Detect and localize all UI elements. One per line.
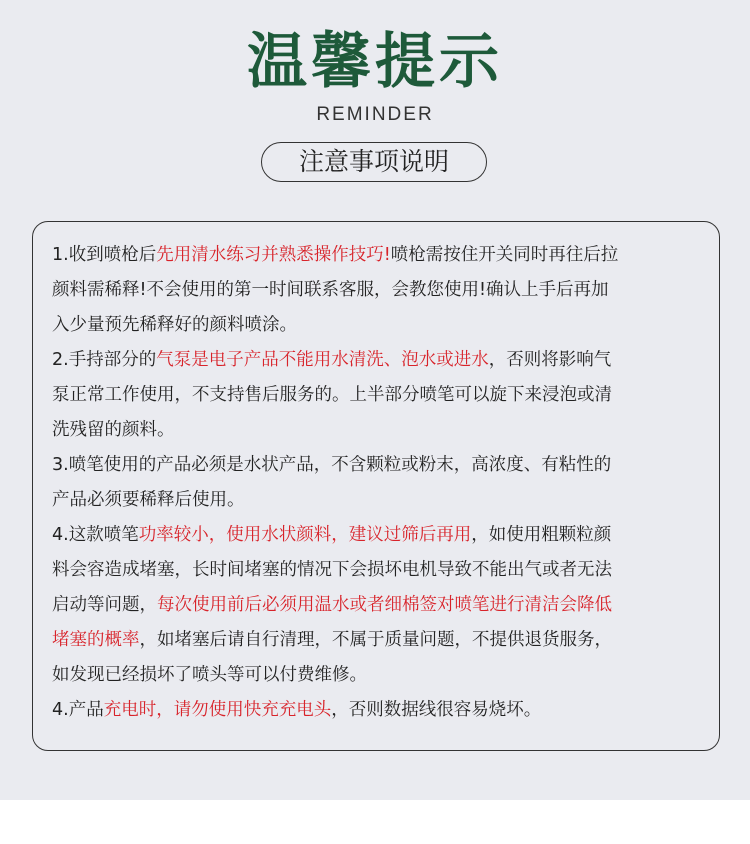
note-segment: 料会容造成堵塞，长时间堵塞的情况下会损坏电机导致不能出气或者无法 — [52, 560, 612, 580]
note-segment: 4.产品 — [52, 700, 104, 720]
note-line — [52, 518, 701, 553]
note-highlight: 充电时，请勿使用快充充电头 — [103, 700, 332, 720]
note-highlight: 气泵是电子产品不能用水清洗、泡水或进水 — [156, 350, 489, 370]
note-line — [52, 273, 701, 308]
note-segment: 喷枪需按住开关同时再往后拉 — [390, 245, 619, 265]
note-line — [52, 448, 701, 483]
note-segment: ，如使用粗颗粒颜 — [471, 525, 612, 545]
note-highlight: 堵塞的概率 — [52, 630, 140, 650]
note-segment: 4.这款喷笔 — [52, 525, 139, 545]
note-segment: 颜料需稀释!不会使用的第一时间联系客服，会教您使用!确认上手后再加 — [52, 280, 609, 300]
note-line — [52, 483, 701, 518]
note-line — [52, 378, 701, 413]
note-segment: 1.收到喷枪后 — [52, 245, 157, 265]
section-pill-label: 注意事项说明 — [261, 142, 487, 182]
page-subtitle: REMINDER — [316, 104, 434, 125]
note-line — [52, 413, 701, 448]
note-segment: ，否则数据线很容易烧坏。 — [331, 700, 542, 720]
note-line — [52, 588, 701, 623]
note-line — [52, 693, 701, 728]
note-segment: 启动等问题， — [52, 595, 157, 615]
note-segment: 3.喷笔使用的产品必须是水状产品，不含颗粒或粉末，高浓度、有粘性的 — [52, 455, 612, 475]
note-segment: 产品必须要稀释后使用。 — [52, 490, 245, 510]
note-segment: 洗残留的颜料。 — [52, 420, 175, 440]
note-segment: ，如堵塞后请自行清理，不属于质量问题，不提供退货服务， — [139, 630, 612, 650]
note-segment: 入少量预先稀释好的颜料喷涂。 — [52, 315, 297, 335]
note-highlight: 先用清水练习并熟悉操作技巧! — [156, 245, 391, 265]
note-line — [52, 238, 701, 273]
note-line — [52, 553, 701, 588]
note-line — [52, 658, 701, 693]
note-line — [52, 623, 701, 658]
note-highlight: 每次使用前后必须用温水或者细棉签对喷笔进行清洁会降低 — [157, 595, 612, 615]
page-title: 温馨提示 — [247, 27, 503, 97]
note-segment: 2.手持部分的 — [52, 350, 157, 370]
notes-box — [32, 221, 720, 751]
note-highlight: 功率较小，使用水状颜料，建议过筛后再用 — [138, 525, 472, 545]
note-segment: ，否则将影响气 — [488, 350, 612, 370]
note-segment: 如发现已经损坏了喷头等可以付费维修。 — [52, 665, 367, 685]
note-line — [52, 308, 701, 343]
note-line — [52, 343, 701, 378]
note-segment: 泵正常工作使用，不支持售后服务的。上半部分喷笔可以旋下来浸泡或清 — [52, 385, 612, 405]
